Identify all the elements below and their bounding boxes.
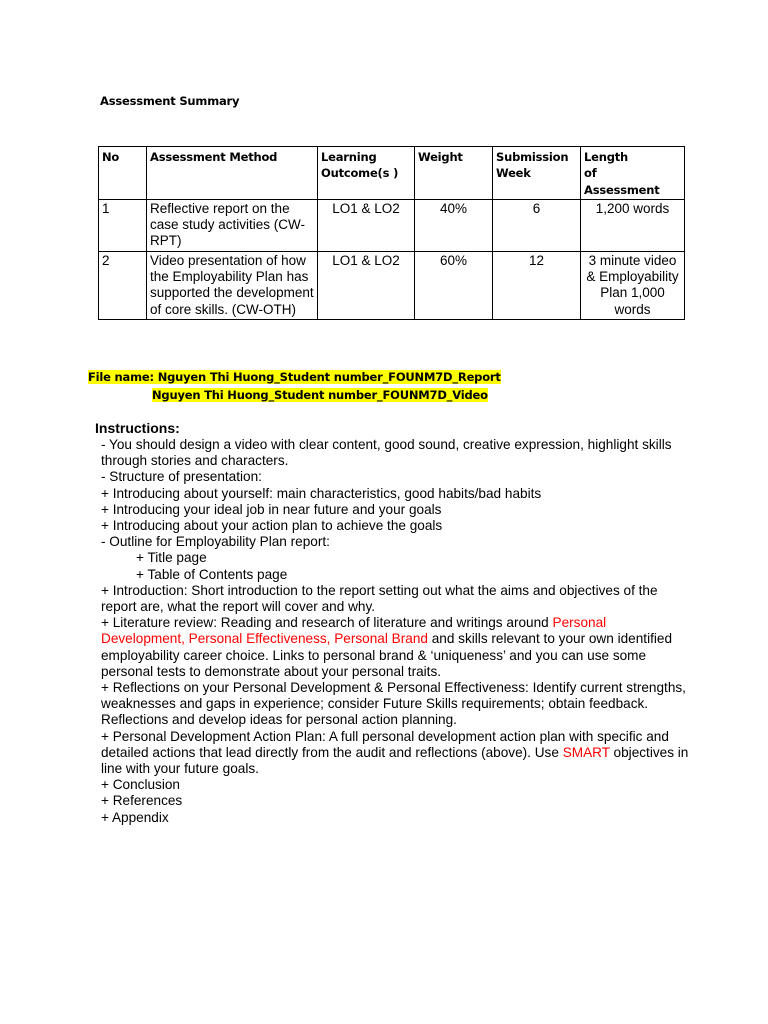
table-row — [99, 251, 685, 319]
instruction-line: + Title page — [136, 550, 207, 566]
instruction-paragraph — [101, 729, 691, 778]
cell-length: 3 minute video & Employability Plan 1,000 words — [581, 251, 685, 319]
instruction-line: + Table of Contents page — [136, 566, 288, 582]
instruction-line: - You should design a video with clear content, good sound, creative expression, highlight skills through stories and characters. — [101, 437, 672, 469]
instructions-title: Instructions: — [95, 420, 180, 436]
header-learning-outcomes: Learning Outcome(s ) — [318, 147, 415, 200]
instruction-line: + Reflections on your Personal Development & Personal Effectiveness: Identify current strengths, weaknesses and gaps in experience; consider Future Skills requirements; obtain feedback. Reflections and develop ideas for personal action planning. — [101, 680, 686, 728]
file-name-report: Nguyen Thi Huong_Student number_FOUNM7D_Report — [157, 370, 501, 384]
highlighted-topics: Personal Development, Personal Effectiveness, Personal Brand — [101, 615, 607, 647]
smart-keyword: SMART — [562, 744, 610, 760]
cell-week: 12 — [493, 251, 581, 319]
table-header-row — [99, 147, 685, 200]
cell-weight: 60% — [415, 251, 493, 319]
header-submission-week: Submission Week — [493, 147, 581, 200]
header-length: Length of Assessment — [581, 147, 685, 200]
file-name-block — [88, 368, 501, 404]
instruction-text: and skills relevant to your own identified employability career choice. Links to personal brand & ‘uniqueness’ and you can use some personal tests to demonstrate about your personal traits. — [101, 631, 673, 679]
cell-length: 1,200 words — [581, 199, 685, 251]
file-name-video: Nguyen Thi Huong_Student number_FOUNM7D_Video — [152, 388, 488, 402]
cell-week: 6 — [493, 199, 581, 251]
assessment-table — [98, 146, 685, 320]
instruction-line: - Outline for Employability Plan report: — [101, 534, 330, 550]
header-weight: Weight — [415, 147, 493, 200]
instruction-line: + Introduction: Short introduction to the report setting out what the aims and objectives of the report are, what the report will cover and why. — [101, 582, 658, 615]
instruction-line: + Conclusion — [101, 777, 180, 793]
cell-outcomes: LO1 & LO2 — [318, 199, 415, 251]
instruction-paragraph — [101, 615, 691, 680]
instruction-text: + Personal Development Action Plan: A full personal development action plan with specific and detailed actions that lead directly from the audit and reflections (above). Use — [101, 728, 669, 760]
cell-method: Reflective report on the case study activities (CW-RPT) — [147, 199, 318, 251]
instruction-text: objectives in line with your future goals. — [101, 744, 689, 777]
instruction-text: + Literature review: Reading and research of literature and writings around — [101, 615, 553, 631]
cell-outcomes: LO1 & LO2 — [318, 251, 415, 319]
table-row — [99, 199, 685, 251]
header-no: No — [99, 147, 147, 200]
instruction-line: + References — [101, 793, 183, 809]
page-title: Assessment Summary — [100, 94, 240, 108]
instruction-line: + Introducing about your action plan to achieve the goals — [101, 518, 443, 534]
cell-method: Video presentation of how the Employability Plan has supported the development of core skills. (CW-OTH) — [147, 251, 318, 319]
cell-no: 2 — [99, 251, 147, 319]
instruction-line: - Structure of presentation: — [101, 469, 262, 485]
file-name-label: File name: — [88, 370, 158, 384]
instructions-section — [95, 420, 695, 826]
instruction-line: + Introducing your ideal job in near future and your goals — [101, 501, 442, 517]
instruction-line: + Appendix — [101, 809, 169, 825]
cell-no: 1 — [99, 199, 147, 251]
instruction-line: + Introducing about yourself: main characteristics, good habits/bad habits — [101, 485, 542, 501]
instructions-body — [101, 437, 691, 826]
file-name-line-1 — [88, 370, 501, 384]
header-assessment-method: Assessment Method — [147, 147, 318, 200]
cell-weight: 40% — [415, 199, 493, 251]
